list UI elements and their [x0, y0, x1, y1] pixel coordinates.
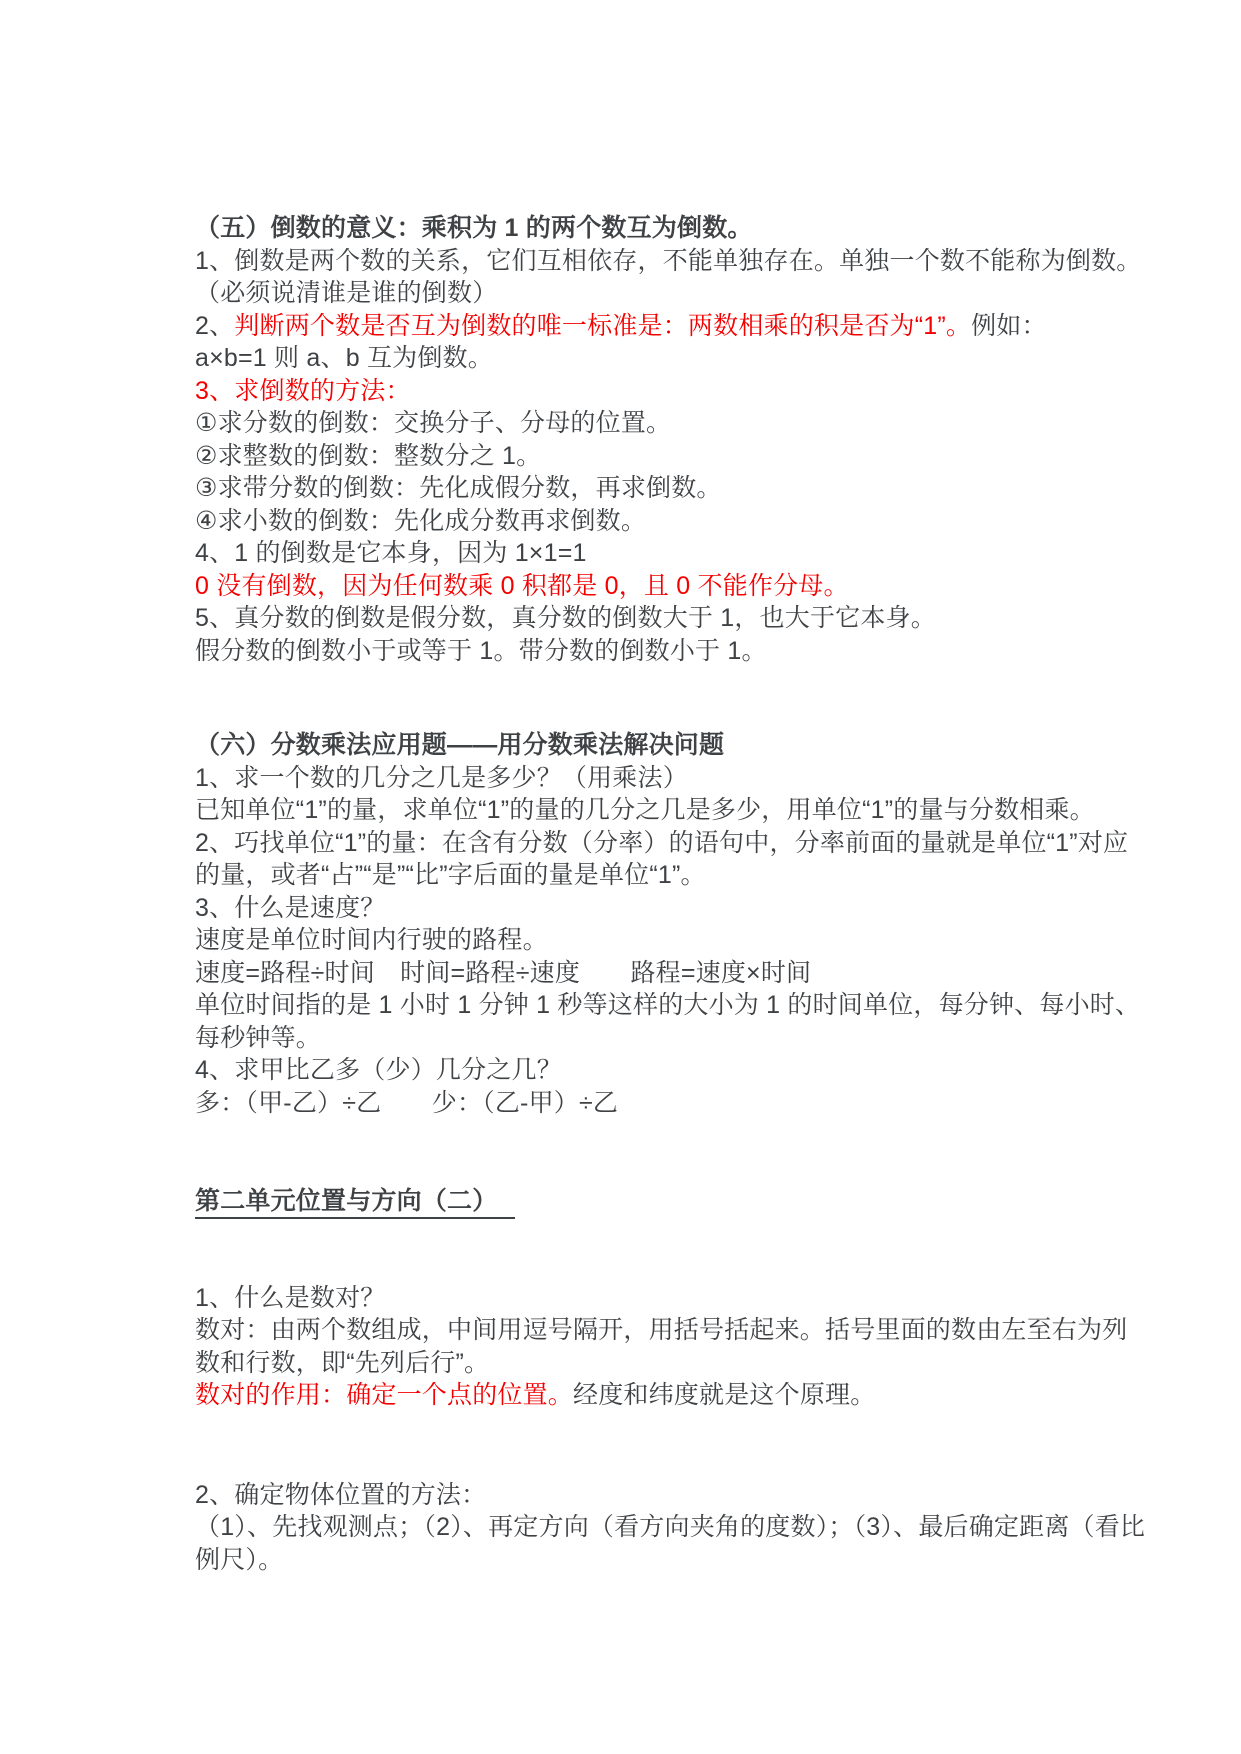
- text-line: [195, 505, 1201, 538]
- text-line: [195, 277, 1201, 310]
- text-segment: 第二单元位置与方向（二）: [195, 1187, 515, 1219]
- text-segment: 2、确定物体位置的方法：: [195, 1480, 487, 1509]
- text-segment: 3、什么是速度？: [195, 893, 386, 922]
- text-segment: （五）倒数的意义：乘积为 1 的两个数互为倒数。: [195, 214, 753, 242]
- text-segment: 已知单位“1”的量，求单位“1”的量的几分之几是多少，用单位“1”的量与分数相乘。: [195, 796, 1095, 824]
- text-segment: a×b=1 则 a、b 互为倒数。: [195, 344, 493, 372]
- text-line: [195, 310, 1201, 343]
- section-heading: [195, 212, 1201, 245]
- text-segment: 4、求甲比乙多（少）几分之几？: [195, 1056, 562, 1084]
- text-line: [195, 1544, 1201, 1577]
- text-segment: 4、1 的倒数是它本身，因为 1×1=1: [195, 539, 587, 567]
- text-line: [195, 827, 1201, 860]
- text-line: [195, 924, 1201, 957]
- text-segment: 1、倒数是两个数的关系，它们互相依存，不能单独存在。单独一个数不能称为倒数。: [195, 246, 1142, 275]
- text-line: [195, 957, 1201, 990]
- text-line: [195, 1282, 1201, 1315]
- text-segment: （必须说清谁是谁的倒数）: [195, 279, 498, 307]
- text-segment: 数和行数，即“先列后行”。: [195, 1348, 490, 1377]
- text-segment: 的量，或者“占”“是”“比”字后面的量是单位“1”。: [195, 861, 706, 889]
- text-segment: 经度和纬度就是这个原理。: [573, 1381, 876, 1409]
- text-line: [195, 1314, 1201, 1347]
- block-sec5: [195, 212, 1201, 667]
- text-line: [195, 892, 1201, 925]
- document-body: [195, 212, 1201, 1576]
- text-segment: 2、巧找单位“1”的量：在含有分数（分率）的语句中，分率前面的量就是单位“1”对应: [195, 828, 1129, 857]
- text-line: [195, 245, 1201, 278]
- red-highlight-text: 数对的作用：确定一个点的位置。: [195, 1381, 574, 1409]
- text-line: [195, 859, 1201, 892]
- text-line: [195, 375, 1201, 408]
- section-heading: [195, 1185, 1201, 1218]
- text-line: [195, 989, 1201, 1022]
- text-line: [195, 762, 1201, 795]
- text-segment: 速度=路程÷时间 时间=路程÷速度 路程=速度×时间: [195, 958, 812, 987]
- text-segment: 速度是单位时间内行驶的路程。: [195, 926, 548, 954]
- section-heading: [195, 729, 1201, 762]
- text-line: [195, 537, 1201, 570]
- block-unit2-heading: [195, 1185, 1201, 1218]
- text-segment: 每秒钟等。: [195, 1023, 322, 1052]
- text-line: [195, 1054, 1201, 1087]
- block-sec6: [195, 729, 1201, 1119]
- text-segment: ③求带分数的倒数：先化成假分数，再求倒数。: [195, 474, 722, 502]
- text-line: [195, 635, 1201, 668]
- text-line: [195, 1087, 1201, 1120]
- block-position-method: [195, 1479, 1201, 1577]
- text-segment: 1、什么是数对？: [195, 1283, 386, 1312]
- text-line: [195, 472, 1201, 505]
- text-segment: 5、真分数的倒数是假分数，真分数的倒数大于 1，也大于它本身。: [195, 604, 936, 632]
- text-line: [195, 1347, 1201, 1380]
- text-line: [195, 440, 1201, 473]
- text-segment: （六）分数乘法应用题——用分数乘法解决问题: [195, 731, 725, 759]
- text-line: [195, 342, 1201, 375]
- text-line: [195, 1511, 1201, 1544]
- text-line: [195, 1022, 1201, 1055]
- text-line: [195, 570, 1201, 603]
- text-segment: 1、求一个数的几分之几是多少？（用乘法）: [195, 763, 688, 792]
- text-segment: 多：（甲-乙）÷乙 少：（乙-甲）÷乙: [195, 1088, 619, 1117]
- text-line: [195, 407, 1201, 440]
- text-segment: （1）、先找观测点；（2）、再定方向（看方向夹角的度数）；（3）、最后确定距离（看比: [195, 1513, 1146, 1541]
- text-segment: ②求整数的倒数：整数分之 1。: [195, 441, 542, 470]
- text-line: [195, 1379, 1201, 1412]
- text-segment: 数对：由两个数组成，中间用逗号隔开，用括号括起来。括号里面的数由左至右为列: [195, 1316, 1128, 1344]
- text-line: [195, 1479, 1201, 1512]
- red-highlight-text: 3、求倒数的方法：: [195, 376, 411, 405]
- red-highlight-text: 判断两个数是否互为倒数的唯一标准是：两数相乘的积是否为“1”。: [234, 311, 972, 340]
- text-segment: 单位时间指的是 1 小时 1 分钟 1 秒等这样的大小为 1 的时间单位，每分钟、每小时、: [195, 991, 1141, 1019]
- text-line: [195, 602, 1201, 635]
- block-number-pairs: [195, 1282, 1201, 1412]
- text-segment: 2、: [195, 311, 235, 340]
- red-highlight-text: 0 没有倒数，因为任何数乘 0 积都是 0，且 0 不能作分母。: [195, 571, 849, 600]
- text-segment: 例如：: [971, 311, 1047, 340]
- text-line: [195, 794, 1201, 827]
- text-segment: 例尺）。: [195, 1545, 284, 1574]
- text-segment: ①求分数的倒数：交换分子、分母的位置。: [195, 409, 672, 437]
- text-segment: 假分数的倒数小于或等于 1。带分数的倒数小于 1。: [195, 636, 767, 665]
- text-segment: ④求小数的倒数：先化成分数再求倒数。: [195, 506, 647, 535]
